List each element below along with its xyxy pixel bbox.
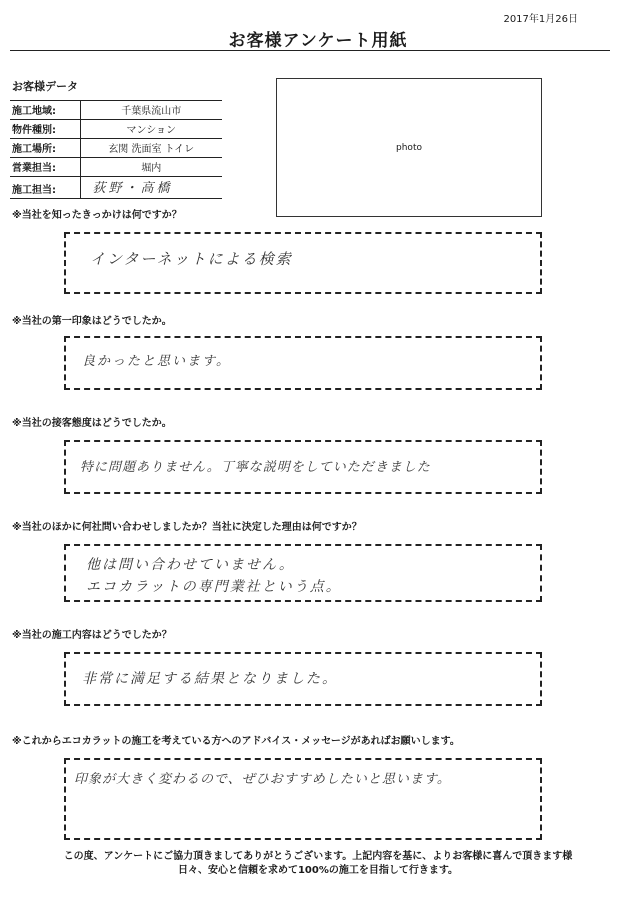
question-1: ※当社を知ったきっかけは何ですか？ xyxy=(12,210,182,221)
row-value: 玄関 洗面室 トイレ xyxy=(80,139,222,158)
row-label: 営業担当: xyxy=(10,158,80,177)
answer-box-5 xyxy=(64,652,542,706)
table-row xyxy=(10,139,222,158)
answer-box-3 xyxy=(64,440,542,494)
table-row xyxy=(10,177,222,199)
table-row xyxy=(10,120,222,139)
photo-label: photo xyxy=(396,142,422,153)
footer-message-line-2: 日々、安心と信頼を求めて100%の施工を目指して行きます。 xyxy=(177,865,459,876)
handwritten-answer-line-2: エコカラットの専門業社という点。 xyxy=(86,579,342,595)
row-label: 施工地域: xyxy=(10,101,80,120)
handwritten-row-value: 荻野・高橋 xyxy=(80,177,222,199)
row-value: 千葉県流山市 xyxy=(80,101,222,120)
question-3: ※当社の接客態度はどうでしたか。 xyxy=(12,418,172,429)
survey-date: 2017年1月26日 xyxy=(503,14,578,25)
footer-message-line-1: この度、アンケートにご協力頂きましてありがとうございます。上記内容を基に、よりお客様に喜んで頂きます様 xyxy=(63,851,573,862)
question-6: ※これからエコカラットの施工を考えている方へのアドバイス・メッセージがあればお願いします。 xyxy=(12,736,460,747)
row-label: 施工場所: xyxy=(10,139,80,158)
row-label: 施工担当: xyxy=(10,177,80,199)
answer-box-4 xyxy=(64,544,542,602)
handwritten-answer: 良かったと思います。 xyxy=(82,354,231,369)
row-value: 堀内 xyxy=(80,158,222,177)
handwritten-answer: インターネットによる検索 xyxy=(90,250,293,268)
answer-box-2 xyxy=(64,336,542,390)
handwritten-answer: 特に問題ありません。丁寧な説明をしていただきました xyxy=(80,460,431,475)
question-5: ※当社の施工内容はどうでしたか？ xyxy=(12,630,172,641)
question-4: ※当社のほかに何社問い合わせしましたか？当社に決定した理由は何ですか？ xyxy=(12,522,362,533)
table-row xyxy=(10,101,222,120)
title-divider xyxy=(10,50,610,51)
customer-data-table xyxy=(10,100,222,199)
answer-box-1 xyxy=(64,232,542,294)
answer-box-6 xyxy=(64,758,542,840)
table-row xyxy=(10,158,222,177)
handwritten-answer-line-1: 他は問い合わせていません。 xyxy=(86,557,295,573)
row-value: マンション xyxy=(80,120,222,139)
question-2: ※当社の第一印象はどうでしたか。 xyxy=(12,316,172,327)
handwritten-answer: 印象が大きく変わるので、ぜひおすすめしたいと思います。 xyxy=(74,772,451,787)
photo-placeholder xyxy=(276,78,542,217)
handwritten-answer: 非常に満足する結果となりました。 xyxy=(82,671,338,687)
row-label: 物件種別: xyxy=(10,120,80,139)
customer-data-heading: お客様データ xyxy=(12,80,78,93)
page-title: お客様アンケート用紙 xyxy=(228,31,408,51)
